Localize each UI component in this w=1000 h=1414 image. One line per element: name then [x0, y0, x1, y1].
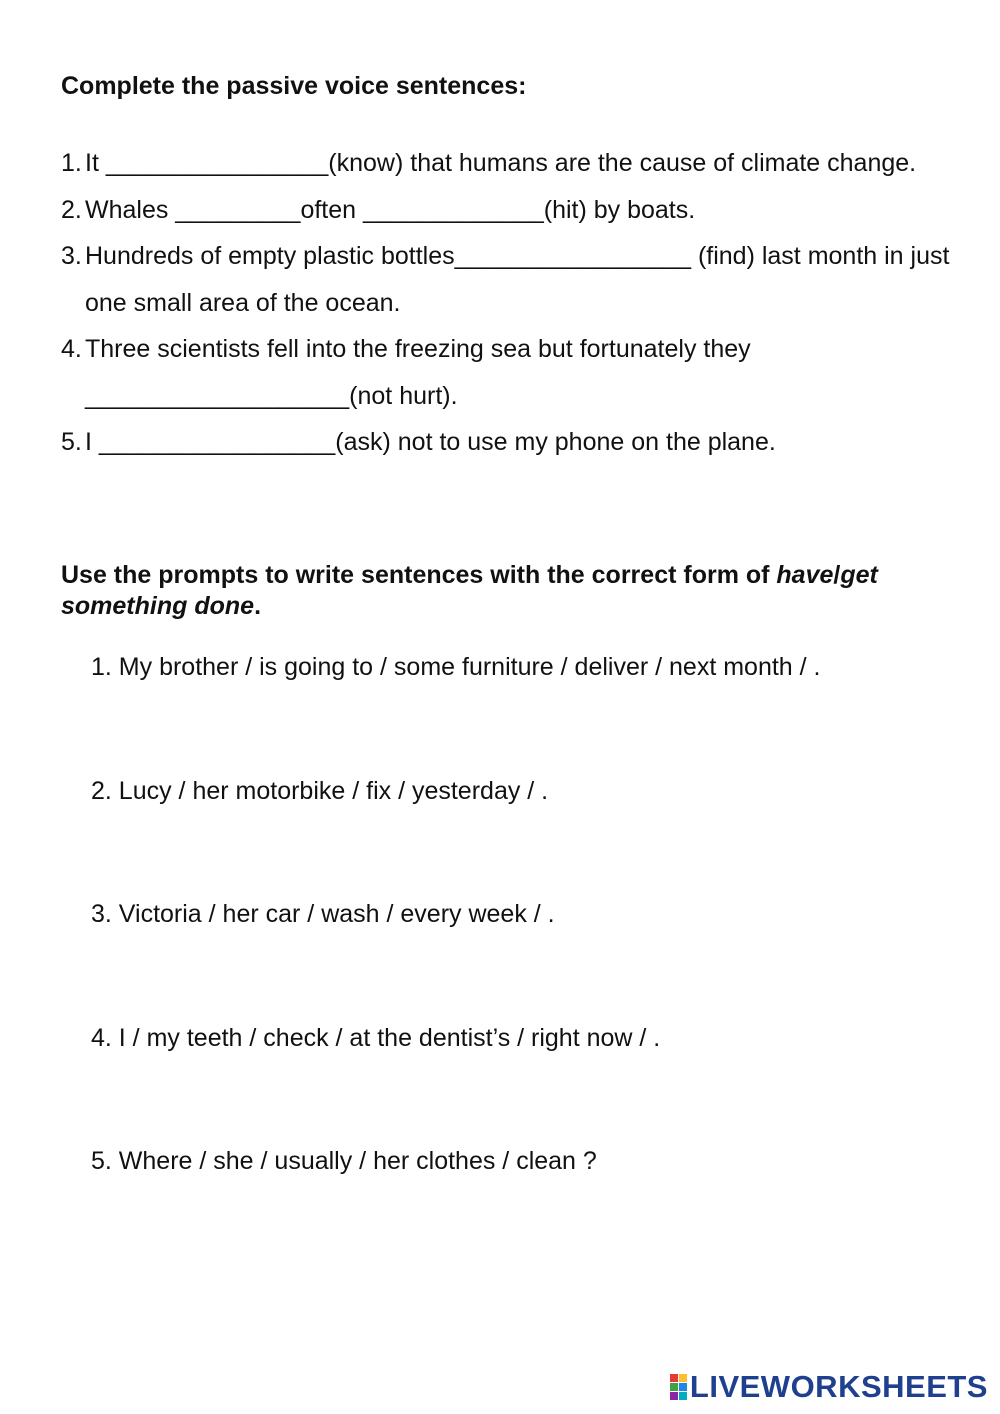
list-item — [61, 187, 951, 234]
item-text: I _________________(ask) not to use my phone on the plane. — [85, 428, 776, 456]
item-text: Three scientists fell into the freezing sea but fortunately they ___________________(not hurt). — [85, 335, 751, 410]
logo-block — [670, 1383, 678, 1391]
heading-period: . — [254, 592, 262, 620]
prompt-item: 3. Victoria / her car / wash / every week / . — [91, 900, 555, 928]
logo-blocks-icon — [670, 1374, 687, 1400]
logo-text: LIVEWORKSHEETS — [689, 1369, 988, 1404]
heading-slash: / — [833, 561, 841, 589]
logo-block — [679, 1374, 687, 1382]
heading-emphasis-get: get — [840, 561, 878, 589]
prompt-item: 4. I / my teeth / check / at the dentist’s / right now / . — [91, 1024, 661, 1052]
prompt-item: 2. Lucy / her motorbike / fix / yesterday / . — [91, 777, 549, 805]
prompt-item: 5. Where / she / usually / her clothes / clean ? — [91, 1147, 597, 1175]
item-number: 5. — [61, 428, 82, 456]
list-item — [61, 233, 951, 326]
item-number: 2. — [61, 195, 82, 224]
item-number: 1. — [61, 149, 82, 177]
liveworksheets-logo[interactable] — [670, 1369, 988, 1404]
list-item — [61, 419, 951, 466]
section2-heading — [61, 560, 951, 622]
section1-heading: Complete the passive voice sentences: — [61, 72, 527, 100]
passive-voice-list — [61, 140, 951, 466]
item-number: 4. — [61, 335, 82, 363]
list-item — [61, 140, 951, 187]
heading-emphasis-have: have — [776, 561, 834, 589]
logo-block — [679, 1383, 687, 1391]
heading-text: Use the prompts to write sentences with the correct form of — [61, 561, 777, 589]
item-text: Hundreds of empty plastic bottles_________________ (find) last month in just one small area of the ocean. — [85, 242, 950, 317]
list-item — [61, 326, 951, 419]
item-text: Whales _________often _____________(hit) by boats. — [85, 195, 696, 224]
logo-block — [670, 1392, 678, 1400]
logo-block — [670, 1374, 678, 1382]
item-text: It ________________(know) that humans are the cause of climate change. — [85, 149, 917, 177]
item-number: 3. — [61, 242, 82, 270]
prompt-item: 1. My brother / is going to / some furniture / deliver / next month / . — [91, 653, 821, 681]
heading-emphasis-something-done: something done — [61, 592, 255, 620]
logo-block — [679, 1392, 687, 1400]
